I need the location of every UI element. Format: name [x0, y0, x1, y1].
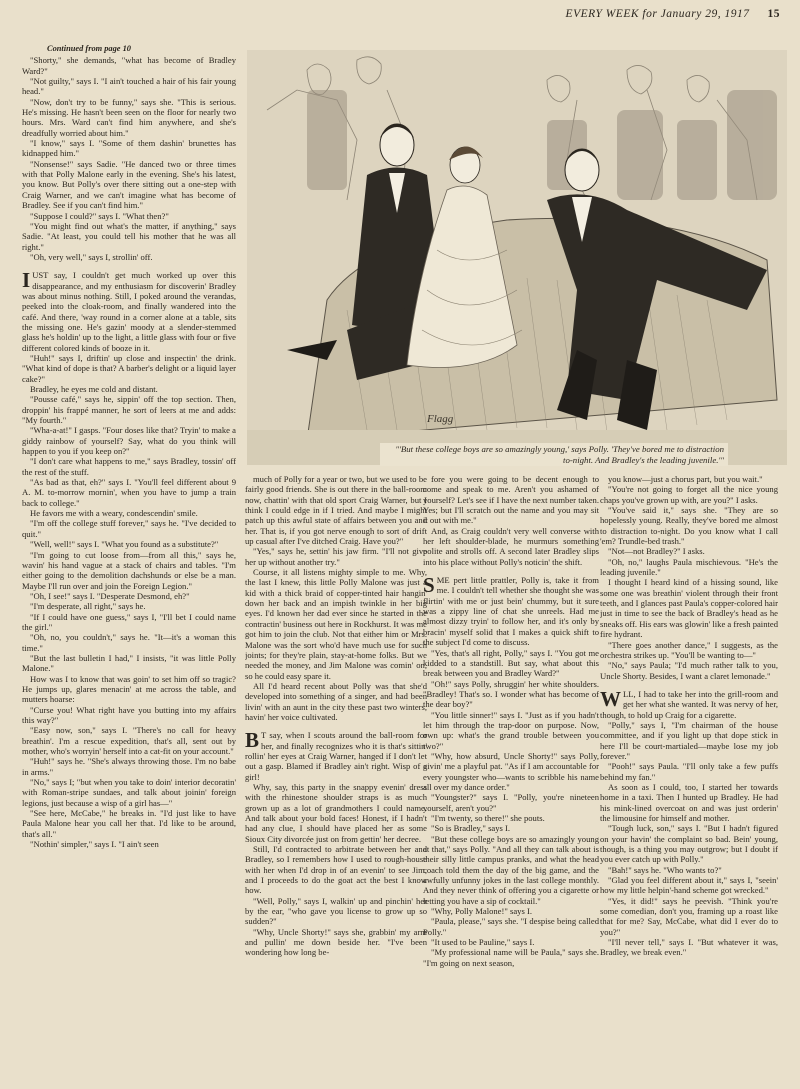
drop-cap: B [245, 728, 260, 753]
paragraph: "As bad as that, eh?" says I. "You'll feel different about 9 A. M. to-morrow mornin', when you have to jump a train back to college." [22, 477, 236, 508]
paragraph: "If I could have one guess," says I, "I'll bet I could name the girl." [22, 611, 236, 632]
paragraph: "Well, Polly," says I, walkin' up and pinchin' her by the ear, "who gave you license to grow up so sudden?" [245, 895, 427, 927]
paragraph: "Nonsense!" says Sadie. "He danced two or three times with that Polly Malone early in the evening. She's his latest, you know. But Polly's over there sitting out a one-step with Craig Warner, and we can't imagine what has become of Bradley. See if you can't find him." [22, 158, 236, 211]
paragraph: All I'd heard recent about Polly was that she'd developed into something of a singer, and had been livin' with an aunt in the city these past two winters, havin' her voice cultivated. [245, 680, 427, 722]
drop-cap: I [22, 268, 31, 293]
paragraph: fore you were going to be decent enough to come and speak to me. Aren't you ashamed of yourself? Let's see if I have the next number taken. Yes; but I'll scratch out the name and you may sit it out with me." [423, 474, 599, 526]
paragraph: "Easy now, son," says I. "There's no call for heavy breathin'. I'm a rescue expedition, that's all, sent out by mother, who's worryin' herself into a cat-fit on your account." [22, 725, 236, 757]
paragraph: "I'm going to cut loose from—from all this," says he, wavin' his hand vague at a stack of chairs and tables. "I'm either going to the demolition dachshunds or else be a man. Maybe I'll run over and join the Foreign Legion." [22, 549, 236, 591]
paragraph: "You're not going to forget all the nice young chaps you've grown up with, are you?" I asks. [600, 484, 778, 505]
paragraph: "Oh, very well," says I, strollin' off. [30, 251, 153, 262]
paragraph: "Pousse café," says he, sippin' off the top section. Then, droppin' his frappé manner, he sort of leers at me and adds: "My fourth." [22, 394, 236, 426]
paragraph-text: T say, when I scouts around the ball-room for her, and finally recognizes who it is that's sittin' rollin' her eyes at Craig Warner, hanged if I don't let out a gasp. Blamed if Bradley ain't right. Wisp of a girl! [245, 730, 427, 782]
paragraph: As soon as I could, too, I started her towards home in a taxi. Then I hunted up Bradley. He had his mink-lined overcoat on and was just orderin' the limousine for himself and mother. [600, 781, 778, 823]
paragraph: "But the last bulletin I had," I insists, "it was little Polly Malone." [22, 652, 236, 674]
paragraph: "Shorty," she demands, "what has become of Bradley Ward?" [22, 55, 236, 76]
paragraph: "Wha-a-at!" I gasps. "Four doses like that? Tryin' to make a giddy rainbow of yourself? Say, what do you think will happen to you if you keep on?" [22, 425, 236, 457]
paragraph: "You little sinner!" says I. "Just as if you hadn't let him through the trap-door on purpose. Now, own up: what's the grand trouble between you two?" [423, 709, 599, 751]
paragraph: "But these college boys are so amazingly young at that," says Polly. "And all they can talk about is their silly little campus pranks, and what the head coach told them the day of the big game, and the awfully unfunny jokes in the last college monthly. And they never think of offering you a cigarette or letting you have a sip of cocktail." [423, 833, 599, 906]
paragraph: "Curse you! What right have you butting into my affairs this way?" [22, 704, 236, 725]
paragraph: "There goes another dance," I suggests, as the orchestra strikes up. "You'll be wanting to—" [600, 639, 778, 660]
paragraph: "Huh!" says I, driftin' up close and inspectin' the drink. "What kind of dope is that? A barber's delight or a liquid layer cake?" [22, 352, 236, 384]
paragraph: "Now, don't try to be funny," says she. "This is serious. He's missing. He hasn't been seen on the floor for nearly two hours. Mrs. Ward can't find him anywhere, and she's dreadfully worried about him." [22, 96, 236, 138]
paragraph: "Suppose I could?" says I. "What then?" [30, 210, 169, 221]
paragraph: "Tough luck, son," says I. "But I hadn't figured on your havin' the complaint so bad. Bein' young, though, is a thing you may outgrow; but I doubt if you ever catch up with Polly." [600, 823, 778, 865]
paragraph: "Not guilty," says I. "I ain't touched a hair of his fair young head." [22, 76, 236, 97]
artist-signature: Flagg [427, 413, 454, 425]
paragraph: "Oh, I see!" says I. "Desperate Desmond, eh?" [30, 590, 190, 601]
paragraph: "So is Bradley," says I. [431, 823, 511, 834]
paragraph: "Paula, please," says she. "I despise being called Polly." [423, 916, 599, 937]
illustration [247, 50, 787, 465]
paragraph-text: LL, I had to take her into the grill-room and get her what she wanted. It was nervy of her, though, to hold up Craig for a cigarette. [600, 688, 778, 720]
paragraph [600, 686, 778, 720]
text-column-3 [423, 474, 599, 1086]
paragraph [245, 730, 427, 782]
paragraph: "Not—not Bradley?" I asks. [608, 546, 705, 557]
paragraph: Still, I'd contracted to arbitrate between her and Bradley, so I remembers how I used to rough-house with her when I'd drop in of an evenin' to see Jim, and I proceeds to do the goat act the best I know how. [245, 844, 427, 896]
paragraph: "You've said it," says she. "They are so hopelessly young. Really, they've bored me almost to distraction to-night. Do you know what I call 'em? Trundle-bed trash." [600, 505, 778, 547]
paragraph: "See here, McCabe," he breaks in. "I'd just like to have Paula Malone hear you call her that. I'd like to be around, that's all." [22, 808, 236, 839]
paragraph: "No," says Paula; "I'd much rather talk to you, Uncle Shorty. Besides, I want a claret lemonade." [600, 660, 778, 681]
paragraph: "No," says I; "but when you take to doin' interior decoratin' with Roman-stripe sundaes, and talk about joinin' foreign legions, just because a wisp of a girl has—" [22, 777, 236, 808]
illustration-caption: "'But these college boys are so amazingly young,' says Polly. 'They've bored me to distraction to-night. And Bradley's the leading juvenile.'" [380, 443, 728, 466]
paragraph: "Why, Uncle Shorty!" says she, grabbin' my arm and pullin' me down beside her. "I've been wondering how long be- [245, 926, 427, 958]
paragraph: "Youngster?" says I. "Polly, you're nineteen yourself, aren't you?" [423, 792, 599, 813]
paragraph: "Yes," says he, settin' his jaw firm. "I'll not give her up without another try." [245, 546, 427, 567]
paragraph: "Pooh!" says Paula. "I'll only take a few puffs behind my fan." [600, 761, 778, 782]
paragraph: How was I to know that was goin' to set him off so tragic? He jumps up, glares menacin' at me across the table, and mutters hoarse: [22, 673, 236, 705]
paragraph: "Why, how absurd, Uncle Shorty!" says Polly, givin' me a playful pat. "As if I am accountable for every youngster who—wants to scribble his name all over my dance order." [423, 750, 599, 792]
paragraph: "Nothin' simpler," says I. "I ain't seen [30, 839, 159, 850]
paragraph: "I know," says I. "Some of them dashin' brunettes has kidnapped him." [22, 138, 236, 159]
paragraph: "It used to be Pauline," says I. [431, 937, 535, 948]
paragraph: I thought I heard kind of a hissing sound, like some one was breathin' violent through their front teeth, and I glances past Paula's copper-colored hair just in time to see the back of Bradley's head as he sneaks off. His ears was glowin' like a fresh painted fire hydrant. [600, 577, 778, 640]
paragraph: "Bah!" says he. "Who wants to?" [608, 864, 722, 875]
magazine-title: EVERY WEEK for January 29, 1917 [565, 8, 750, 20]
paragraph: Why, say, this party in the snappy evenin' dress with the rhinestone shoulder straps is as much grown up as a lot of grandmothers I could name. And talk about your bold faces! Honest, if I hadn't had any clue, I should have placed her as some Sioux City divorcée just on from gettin' her decree. [245, 781, 427, 844]
paragraph: "I'm twenty, so there!" she pouts. [431, 813, 545, 823]
paragraph: "I'm desperate, all right," says he. [30, 601, 146, 612]
paragraph: "Oh!" says Polly, shruggin' her white shoulders. "Bradley! That's so. I wonder what has become of the dear boy?" [423, 678, 599, 710]
drop-cap: W [600, 686, 621, 711]
illustration-drawing [247, 50, 787, 465]
paragraph: "You might find out what's the matter, if anything," says Sadie. "At least, you could tell his mother that he was all right." [22, 220, 236, 252]
paragraph: much of Polly for a year or two, but we used to be fairly good friends. She is out there in the ball-room now, chattin' with that old sport Craig Warner, but I think I could edge in if I tried. And maybe I might patch up this awful state of affairs between you and her. That is, if you got nerve enough to sort of drift up casual after I've ditched Craig. Have you?" [245, 474, 427, 547]
paragraph [423, 575, 599, 647]
paragraph: "Well, well!" says I. "What you found as a substitute?" [30, 539, 219, 550]
paragraph: "I'll never tell," says I. "But whatever it was, Bradley, we break even." [600, 937, 778, 958]
paragraph: He favors me with a weary, condescendin' smile. [30, 508, 198, 519]
text-column-4 [600, 474, 778, 1086]
paragraph: "Oh, no, you couldn't," says he. "It—it's a woman this time." [22, 632, 236, 653]
paragraph: And, as Craig couldn't very well converse with her left shoulder-blade, he murmurs something polite and strolls off. A second later Bradley slips into his place without Polly's noticin' the shift. [423, 525, 599, 567]
paragraph: "I'm off the college stuff forever," says he. "I've decided to quit." [22, 518, 236, 539]
text-column-1 [22, 44, 236, 1084]
running-head [400, 8, 780, 20]
text-column-2 [245, 474, 427, 1086]
paragraph: "Yes, that's all right, Polly," says I. "You got me kidded to a standstill. But say, what about this break between you and Bradley Ward?" [423, 647, 599, 679]
paragraph: "My professional name will be Paula," says she. "I'm going on next season, [423, 947, 599, 968]
paragraph: "Polly," says I, "I'm chairman of the house committee, and if you light up that dope stick in here I'll be court-martialed—maybe lose my job forever." [600, 719, 778, 761]
paragraph: Course, it all listens mighty simple to me. Why, the last I knew, this little Polly Malone was just a kid with a thick braid of copper-tinted hair hangin' down her back and an impish twinkle in her big eyes. I'd known her dad ever since he started in the contractin' business out here in Rockhurst. It was me got him to join the club. Not that either him or Mrs. Malone was the sort who'd have much use for such joints; for they're plain, stay-at-home folks. But we needed the money, and Jim Malone was comin' on, so he could easy spare it. [245, 567, 427, 681]
paragraph: "Oh, no," laughs Paula mischievous. "He's the leading juvenile." [600, 556, 778, 578]
page-number: 15 [767, 8, 780, 20]
paragraph [22, 270, 236, 353]
paragraph-text: ME pert little prattler, Polly is, take it from me. I couldn't tell whether she thought she was flirtin' with me or just bein' chummy, but it sure was a zippy line of chat she unreels. Had me almost dizzy tryin' to follow her, and it's only by bracin' myself solid that I makes a quick shift to the subject I'd come to discuss. [423, 575, 599, 648]
paragraph: Bradley, he eyes me cold and distant. [30, 384, 158, 394]
paragraph: "Huh!" says he. "She's always throwing those. I'm no babe in arms." [22, 756, 236, 777]
drop-cap: S [423, 573, 435, 598]
paragraph: you know—just a chorus part, but you wait." [608, 474, 763, 484]
paragraph: "Glad you feel different about it," says I, "seein' how my little helpin'-hand scheme got wrecked." [600, 875, 778, 896]
paragraph: "Yes, it did!" says he peevish. "Think you're some comedian, don't you, framing up a roast like that for me? Say, McCabe, what did I ever do to you?" [600, 895, 778, 937]
paragraph: "Why, Polly Malone!" says I. [431, 906, 532, 917]
paragraph-text: UST say, I couldn't get much worked up over this disappearance, and my enthusiasm for discoverin' Bradley was about minus nothing. Still, I poked around the verandas, peeked into the cloak-room, and finally wandered into the café. And there, 'way round in a corner alone at a table, sits the missing one. He's gazin' moody at a slender-stemmed glass he's holdin' up to the light, a little glass with four or five different colored kinds of booze in it. [22, 270, 236, 353]
continued-note: Continued from page 10 [47, 44, 131, 53]
paragraph: "I don't care what happens to me," says Bradley, tossin' off the rest of the stuff. [22, 456, 236, 477]
